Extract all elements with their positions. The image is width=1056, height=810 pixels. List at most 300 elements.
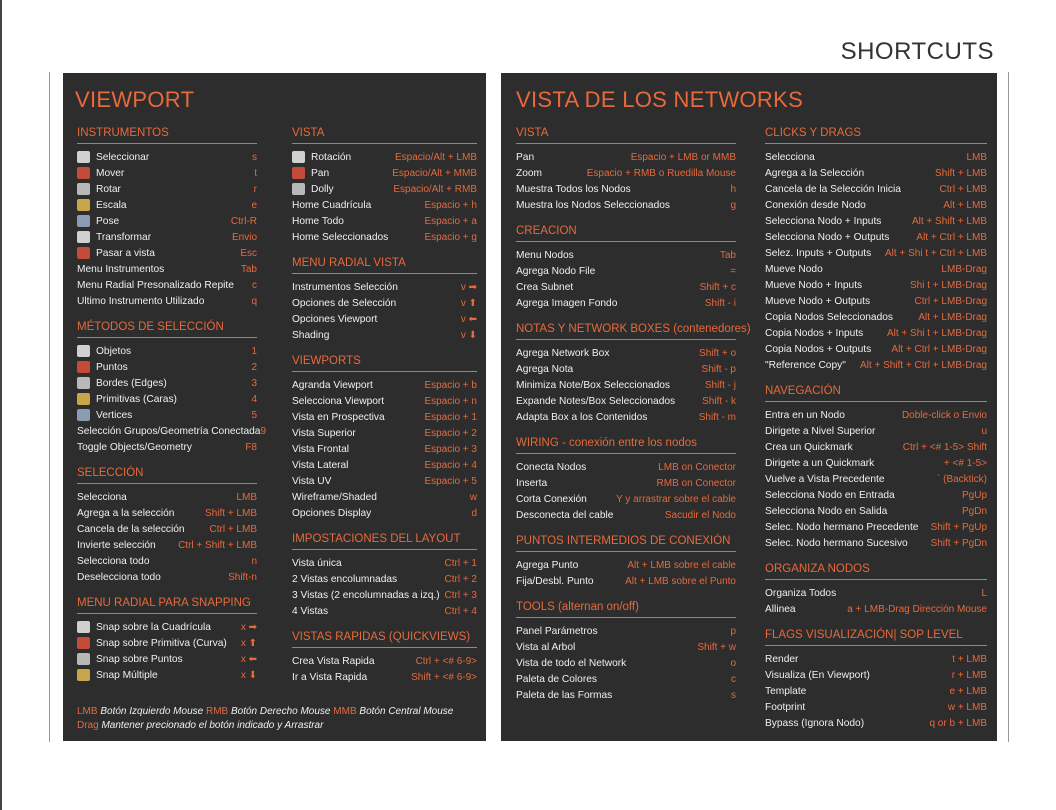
shortcut-action [77, 183, 121, 195]
shortcut-action [516, 478, 547, 489]
shortcut-key: Shi t + LMB-Drag [910, 279, 987, 291]
snap-points-icon [77, 653, 90, 665]
viewport-col-1 [77, 127, 267, 695]
shortcut-label: Instrumentos Selección [292, 281, 398, 293]
shortcut-key: RMB on Conector [656, 477, 736, 489]
shortcut-key: t + LMB [952, 653, 987, 665]
shortcut-key: Ctrl + LMB [209, 523, 257, 535]
shortcut-key: t [254, 167, 257, 179]
shortcut-row [765, 699, 987, 715]
shortcut-row [516, 377, 736, 393]
shortcut-section [516, 225, 736, 311]
shortcut-row [292, 571, 477, 587]
legend-mmb: MMB [333, 706, 357, 717]
shortcut-label: Wireframe/Shaded [292, 491, 377, 503]
shortcut-action [516, 168, 542, 179]
shortcut-row [292, 457, 477, 473]
shortcut-key: Espacio + RMB o Ruedilla Mouse [586, 167, 736, 179]
shortcut-key: Shift - k [702, 395, 736, 407]
shortcut-section [292, 127, 477, 245]
shortcut-key: x ➡ [240, 621, 257, 633]
shortcut-row [765, 651, 987, 667]
shortcut-key: Shift - p [701, 363, 736, 375]
shortcut-section [516, 535, 736, 589]
shortcut-key: x ⬅ [240, 653, 257, 665]
shortcut-key: Shift + o [699, 347, 736, 359]
shortcut-row [765, 357, 987, 373]
shortcut-label: Pan [516, 151, 535, 163]
shortcut-action [292, 574, 397, 585]
shortcut-key: Shift + <# 6-9> [411, 671, 477, 683]
shortcut-action [292, 380, 373, 391]
shortcut-row [516, 491, 736, 507]
shortcut-label: Dirigete a un Quickmark [765, 457, 875, 469]
shortcut-key: Alt + Ctrl + LMB-Drag [891, 343, 987, 355]
shortcut-key: r [253, 183, 257, 195]
shortcut-action [516, 674, 597, 685]
shortcut-key: F8 [245, 441, 257, 453]
shortcut-action [765, 588, 836, 599]
shortcut-label: Copia Nodos Seleccionados [765, 311, 893, 323]
shortcut-label: Menu Radial Presonalizado Repite [77, 279, 234, 291]
shortcut-row [516, 459, 736, 475]
shortcut-row [516, 623, 736, 639]
shortcut-section [765, 563, 987, 617]
shortcut-label: Selecciona Viewport [292, 395, 385, 407]
shortcut-row [77, 521, 257, 537]
section-heading: VIEWPORTS [292, 355, 477, 372]
shortcut-key: u [981, 425, 987, 437]
shortcut-key: Alt + Shi t + Ctrl + LMB [885, 247, 987, 259]
shortcut-action [765, 344, 871, 355]
shortcut-label: Bypass (Ignora Nodo) [765, 717, 865, 729]
shortcut-action [292, 492, 377, 503]
shortcut-action [516, 250, 574, 261]
shortcut-label: Muestra los Nodos Seleccionados [516, 199, 671, 211]
shortcut-action [516, 642, 575, 653]
shortcut-row [292, 229, 477, 245]
shortcut-action [516, 348, 609, 359]
shortcut-row [292, 197, 477, 213]
networks-col-2 [765, 127, 987, 743]
shortcut-key: Shift + c [699, 281, 736, 293]
shortcut-label: Copia Nodos + Inputs [765, 327, 864, 339]
shortcut-action [77, 653, 183, 665]
shortcut-action [516, 494, 587, 505]
shortcut-label: Shading [292, 329, 330, 341]
shortcut-label: Selecciona Nodo en Entrada [765, 489, 895, 501]
shortcut-action [292, 183, 334, 195]
shortcut-label: Desconecta del cable [516, 509, 614, 521]
shortcut-label: Pose [96, 215, 120, 227]
shortcut-row [516, 409, 736, 425]
shortcut-key: LMB-Drag [941, 263, 987, 275]
shortcut-row [765, 439, 987, 455]
shortcut-label: Cancela de la selección [77, 523, 185, 535]
shortcut-key: Espacio/Alt + LMB [395, 151, 477, 163]
shortcut-key: n [251, 555, 257, 567]
shortcut-action [292, 656, 375, 667]
shortcut-key: Shift-n [228, 571, 257, 583]
shortcut-row [292, 425, 477, 441]
section-heading: VISTAS RAPIDAS (QUICKVIEWS) [292, 631, 477, 648]
shortcut-row [292, 213, 477, 229]
shortcut-label: 2 Vistas encolumnadas [292, 573, 398, 585]
snap-prim-icon [77, 637, 90, 649]
shortcut-key: Espacio + LMB or MMB [630, 151, 736, 163]
shortcut-key: Alt + LMB sobre el Punto [625, 575, 736, 587]
shortcut-label: Mueve Nodo [765, 263, 823, 275]
shortcut-key: ` (Backtick) [937, 473, 987, 485]
shortcut-key: Espacio/Alt + RMB [393, 183, 477, 195]
shortcut-row [292, 181, 477, 197]
shortcut-key: Shift - i [704, 297, 736, 309]
shortcut-label: Visualiza (En Viewport) [765, 669, 870, 681]
shortcut-label: Rotar [96, 183, 121, 195]
shortcut-row [516, 263, 736, 279]
shortcut-action [77, 361, 128, 373]
shortcut-key: d [471, 507, 477, 519]
shortcut-row [516, 671, 736, 687]
shortcut-row [292, 653, 477, 669]
shortcut-row [77, 197, 257, 213]
shortcut-action [77, 669, 158, 681]
shortcut-label: Fija/Desbl. Punto [516, 575, 594, 587]
shortcut-label: Organiza Todos [765, 587, 837, 599]
objects-icon [77, 345, 90, 357]
shortcut-row [77, 407, 257, 423]
shortcut-row [516, 557, 736, 573]
shortcut-label: Home Seleccionados [292, 231, 389, 243]
shortcut-row [77, 439, 257, 455]
shortcut-key: Espacio + g [424, 231, 477, 243]
shortcut-action [516, 380, 670, 391]
shortcut-label: Dolly [311, 183, 334, 195]
shortcut-key: 2 [251, 361, 257, 373]
points-icon [77, 361, 90, 373]
shortcut-action [765, 604, 796, 615]
shortcut-row [77, 505, 257, 521]
shortcut-key: Shift - j [704, 379, 736, 391]
shortcut-action [77, 442, 192, 453]
shortcut-row [765, 245, 987, 261]
shortcut-key: Alt + LMB-Drag [918, 311, 987, 323]
shortcut-key: + <# 1-5> [943, 457, 987, 469]
shortcut-row [292, 279, 477, 295]
primitives-icon [77, 393, 90, 405]
shortcut-action [516, 200, 670, 211]
shortcut-row [516, 197, 736, 213]
shortcut-label: Agrega Imagen Fondo [516, 297, 618, 309]
shortcut-row [292, 409, 477, 425]
shortcut-label: Puntos [96, 361, 128, 373]
shortcut-action [77, 409, 132, 421]
shortcut-action [292, 200, 371, 211]
shortcut-row [77, 277, 257, 293]
shortcut-action [77, 524, 185, 535]
shortcut-action [765, 458, 874, 469]
shortcut-section [292, 533, 477, 619]
shortcut-row [77, 149, 257, 165]
shortcut-label: Adapta Box a los Contenidos [516, 411, 648, 423]
shortcut-label: Vista Lateral [292, 459, 349, 471]
shortcut-action [292, 396, 384, 407]
transform-icon [77, 231, 90, 243]
shortcut-key: Shift + LMB [205, 507, 257, 519]
shortcut-action [765, 490, 895, 501]
shortcut-key: LMB on Conector [658, 461, 736, 473]
shortcut-label: Allinea [765, 603, 796, 615]
shortcut-action [516, 510, 613, 521]
shortcut-row [516, 687, 736, 703]
shortcut-section [765, 385, 987, 551]
shortcut-action [77, 199, 127, 211]
shortcut-action [516, 266, 595, 277]
shortcut-label: 3 Vistas (2 encolumnadas a izq.) [292, 589, 440, 601]
right-margin-rule [1008, 72, 1009, 742]
shortcut-action [765, 522, 918, 533]
shortcut-row [765, 165, 987, 181]
shortcut-section [77, 127, 257, 309]
shortcut-key: o [730, 657, 736, 669]
shortcut-row [765, 667, 987, 683]
shortcut-action [765, 152, 815, 163]
shortcut-action [77, 296, 204, 307]
shortcut-row [765, 309, 987, 325]
shortcut-key: Ctrl + 4 [444, 605, 477, 617]
shortcut-key: v ⬅ [460, 313, 477, 325]
shortcut-action [765, 426, 875, 437]
shortcut-key: a + LMB-Drag Dirección Mouse [847, 603, 987, 615]
shortcut-key: Espacio + 3 [424, 443, 477, 455]
shortcut-action [292, 460, 348, 471]
shortcut-label: Seleccionar [96, 151, 150, 163]
shortcut-action [292, 412, 385, 423]
shortcut-label: Opciones Viewport [292, 313, 378, 325]
shortcut-label: Transformar [96, 231, 152, 243]
shortcut-label: Escala [96, 199, 127, 211]
shortcut-label: Expande Notes/Box Seleccionados [516, 395, 676, 407]
shortcut-row [77, 261, 257, 277]
shortcut-action [77, 426, 260, 437]
shortcut-key: Shift + PgDn [930, 537, 987, 549]
shortcut-key: q [251, 295, 257, 307]
shortcut-key: v ➡ [460, 281, 477, 293]
section-heading: NOTAS Y NETWORK BOXES (contenedores) [516, 323, 736, 340]
section-heading: MÉTODOS DE SELECCIÓN [77, 321, 257, 338]
shortcut-action [77, 167, 124, 179]
shortcut-key: Alt + Shi t + LMB-Drag [886, 327, 987, 339]
shortcut-section [292, 355, 477, 521]
shortcut-label: Selecciona [77, 491, 127, 503]
shortcut-key: Shift + LMB [935, 167, 987, 179]
shortcut-key: Espacio + 4 [424, 459, 477, 471]
shortcut-row [765, 293, 987, 309]
viewport-col-2 [292, 127, 477, 697]
shortcut-action [765, 264, 823, 275]
shortcut-row [765, 149, 987, 165]
shortcut-row [765, 325, 987, 341]
shortcut-label: Ultimo Instrumento Utilizado [77, 295, 205, 307]
shortcut-label: Agrega Network Box [516, 347, 610, 359]
shortcut-label: Menu Instrumentos [77, 263, 165, 275]
shortcut-action [292, 508, 371, 519]
shortcut-action [765, 410, 845, 421]
shortcut-action [77, 377, 167, 389]
shortcut-key: Ctrl + <# 1-5> Shift [902, 441, 987, 453]
shortcut-action [77, 572, 161, 583]
shortcut-row [516, 361, 736, 377]
shortcut-action [765, 328, 863, 339]
shortcut-row [516, 279, 736, 295]
shortcut-row [516, 507, 736, 523]
section-heading: MENU RADIAL PARA SNAPPING [77, 597, 257, 614]
section-heading: PUNTOS INTERMEDIOS DE CONEXIÓN [516, 535, 736, 552]
shortcut-row [765, 503, 987, 519]
shortcut-action [765, 686, 806, 697]
legend-lmb-desc: Botón Izquierdo Mouse [100, 706, 204, 717]
shortcut-row [77, 293, 257, 309]
shortcut-action [77, 280, 234, 291]
shortcut-key: c [731, 673, 736, 685]
shortcut-label: Vista Superior [292, 427, 356, 439]
shortcut-row [765, 181, 987, 197]
shortcut-row [77, 229, 257, 245]
shortcut-row [292, 377, 477, 393]
shortcut-action [292, 590, 440, 601]
shortcut-row [77, 375, 257, 391]
shortcut-action [516, 690, 612, 701]
shortcut-action [292, 232, 388, 243]
shortcut-key: Ctrl + <# 6-9> [415, 655, 477, 667]
scale-icon [77, 199, 90, 211]
legend-drag: Drag [77, 720, 99, 731]
shortcut-action [516, 364, 573, 375]
shortcut-row [292, 587, 477, 603]
shortcut-action [765, 670, 870, 681]
shortcut-key: Shift + w [697, 641, 736, 653]
shortcut-key: Tab [240, 263, 257, 275]
shortcut-key: Ctrl + Shift + LMB [178, 539, 257, 551]
shortcut-key: 1 [251, 345, 257, 357]
shortcut-action [292, 558, 342, 569]
shortcut-label: Home Todo [292, 215, 344, 227]
section-heading: SELECCIÓN [77, 467, 257, 484]
section-heading: CREACION [516, 225, 736, 242]
shortcut-row [516, 573, 736, 589]
shortcut-key: Doble-click o Envio [901, 409, 987, 421]
section-heading: TOOLS (alternan on/off) [516, 601, 736, 618]
shortcut-label: Vista Frontal [292, 443, 350, 455]
shortcut-label: Menu Nodos [516, 249, 574, 261]
shortcut-label: Crea Subnet [516, 281, 574, 293]
shortcut-action [516, 560, 578, 571]
shortcut-row [292, 327, 477, 343]
edges-icon [77, 377, 90, 389]
shortcut-row [77, 181, 257, 197]
shortcut-section [516, 323, 751, 425]
shortcut-action [516, 152, 534, 163]
shortcut-action [77, 492, 127, 503]
shortcut-key: L [981, 587, 987, 599]
shortcut-label: Selecciona Nodo + Inputs [765, 215, 882, 227]
rotate-icon [77, 183, 90, 195]
shortcut-label: Paleta de Colores [516, 673, 597, 685]
shortcut-row [77, 651, 257, 667]
shortcut-row [765, 197, 987, 213]
shortcut-label: Vuelve a Vista Precedente [765, 473, 885, 485]
shortcut-action [292, 672, 367, 683]
shortcut-label: Selecciona todo [77, 555, 150, 567]
shortcut-key: Y y arrastrar sobre el cable [616, 493, 736, 505]
shortcut-row [516, 393, 736, 409]
shortcut-key: Alt + Shift + Ctrl + LMB-Drag [860, 359, 987, 371]
shortcut-row [77, 569, 257, 585]
shortcut-action [765, 538, 908, 549]
shortcut-action [516, 298, 617, 309]
legend-mmb-desc: Botón Central Mouse [359, 706, 454, 717]
shortcut-key: = [730, 265, 736, 277]
shortcut-section [77, 321, 267, 455]
shortcut-key: w [469, 491, 477, 503]
shortcut-key: PgDn [961, 505, 987, 517]
shortcut-key: w + LMB [947, 701, 987, 713]
shortcut-key: Ctrl + LMB [939, 183, 987, 195]
shortcut-action [292, 314, 377, 325]
shortcut-label: Mueve Nodo + Outputs [765, 295, 871, 307]
shortcut-action [765, 718, 864, 729]
shortcut-key: e [251, 199, 257, 211]
shortcut-row [292, 393, 477, 409]
shortcut-section [77, 467, 257, 585]
shortcut-key: v ⬇ [460, 329, 477, 341]
shortcut-label: Vista de todo el Network [516, 657, 627, 669]
shortcut-row [765, 261, 987, 277]
shortcut-action [77, 345, 131, 357]
mouse-legend [77, 705, 477, 733]
shortcut-key: Esc [240, 247, 257, 259]
shortcut-key: s [731, 689, 736, 701]
shortcut-label: Pasar a vista [96, 247, 155, 259]
shortcut-label: Vista única [292, 557, 342, 569]
shortcut-row [77, 423, 267, 439]
shortcut-row [77, 537, 257, 553]
shortcut-row [765, 585, 987, 601]
shortcut-key: 5 [251, 409, 257, 421]
shortcut-label: Opciones Display [292, 507, 372, 519]
shortcut-label: Paleta de las Formas [516, 689, 613, 701]
shortcut-row [516, 165, 736, 181]
shortcut-label: Rotación [311, 151, 352, 163]
shortcut-row [77, 635, 257, 651]
shortcut-label: Agrega Nodo File [516, 265, 596, 277]
shortcut-row [516, 639, 736, 655]
shortcut-row [516, 345, 736, 361]
shortcut-label: Snap Múltiple [96, 669, 158, 681]
shortcut-key: h [730, 183, 736, 195]
shortcut-label: Crea Vista Rapida [292, 655, 375, 667]
section-heading: MENU RADIAL VISTA [292, 257, 477, 274]
shortcut-label: Primitivas (Caras) [96, 393, 177, 405]
shortcut-section [516, 601, 736, 703]
shortcut-label: Vertices [96, 409, 133, 421]
shortcut-label: Vista en Prospectiva [292, 411, 385, 423]
legend-rmb: RMB [205, 706, 229, 717]
shortcut-label: Minimiza Note/Box Seleccionados [516, 379, 671, 391]
shortcut-label: Conecta Nodos [516, 461, 587, 473]
shortcut-label: Zoom [516, 167, 543, 179]
shortcut-row [516, 475, 736, 491]
